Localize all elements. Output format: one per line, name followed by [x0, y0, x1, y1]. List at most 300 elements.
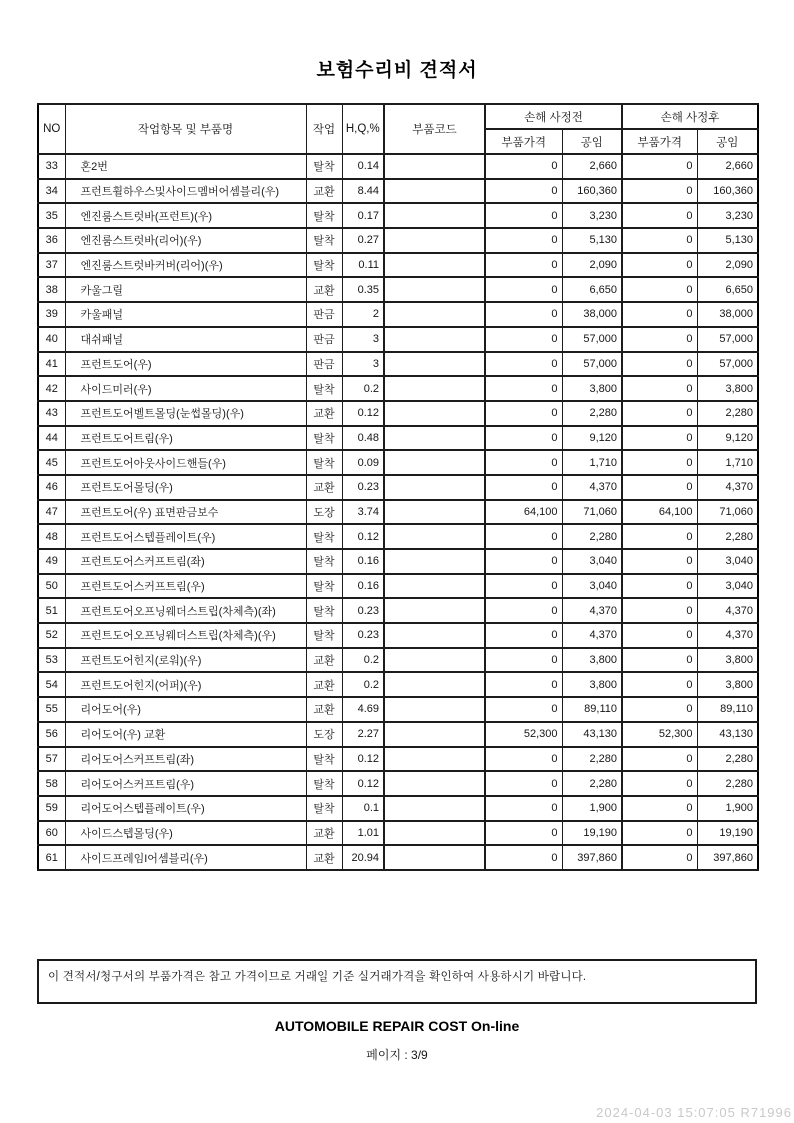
row-hq-cell: 0.16	[342, 574, 384, 599]
row-after-part-price-cell: 0	[622, 648, 697, 673]
row-after-part-price-cell: 0	[622, 253, 697, 278]
table-row	[38, 672, 758, 697]
table-row	[38, 228, 758, 253]
row-hq-cell: 0.09	[342, 450, 384, 475]
row-item-name-cell: 프런트도어힌지(어퍼)(우)	[65, 672, 306, 697]
table-header	[38, 104, 758, 154]
header-group-after-assessment: 손해 사정후	[622, 104, 758, 129]
header-before-part-price: 부품가격	[485, 129, 562, 154]
table-row	[38, 179, 758, 204]
row-after-part-price-cell: 0	[622, 203, 697, 228]
row-after-labor-cell: 3,800	[697, 672, 758, 697]
row-after-part-price-cell: 0	[622, 154, 697, 179]
row-part-code-cell	[384, 327, 485, 352]
row-after-labor-cell: 1,710	[697, 450, 758, 475]
row-before-part-price-cell: 0	[485, 302, 562, 327]
table-row	[38, 821, 758, 846]
row-before-part-price-cell: 0	[485, 771, 562, 796]
row-before-part-price-cell: 0	[485, 327, 562, 352]
row-work-type-cell: 교환	[306, 179, 342, 204]
row-before-part-price-cell: 0	[485, 821, 562, 846]
row-part-code-cell	[384, 277, 485, 302]
row-work-type-cell: 탈착	[306, 574, 342, 599]
row-after-labor-cell: 2,280	[697, 524, 758, 549]
row-before-labor-cell: 2,280	[562, 401, 622, 426]
row-hq-cell: 4.69	[342, 697, 384, 722]
row-work-type-cell: 교환	[306, 845, 342, 870]
header-after-labor: 공임	[697, 129, 758, 154]
estimate-table-body	[38, 154, 758, 870]
row-part-code-cell	[384, 524, 485, 549]
row-after-labor-cell: 2,280	[697, 401, 758, 426]
row-after-part-price-cell: 0	[622, 821, 697, 846]
row-item-name-cell: 리어도어(우) 교환	[65, 722, 306, 747]
row-no-cell: 46	[38, 475, 65, 500]
row-part-code-cell	[384, 154, 485, 179]
table-row	[38, 277, 758, 302]
row-part-code-cell	[384, 747, 485, 772]
row-hq-cell: 0.48	[342, 426, 384, 451]
row-work-type-cell: 교환	[306, 401, 342, 426]
estimate-table	[37, 103, 759, 871]
row-after-labor-cell: 3,040	[697, 549, 758, 574]
row-after-labor-cell: 160,360	[697, 179, 758, 204]
page-number: 페이지 : 3/9	[366, 1048, 428, 1062]
row-work-type-cell: 탈착	[306, 598, 342, 623]
row-before-labor-cell: 2,280	[562, 771, 622, 796]
header-before-labor: 공임	[562, 129, 622, 154]
row-no-cell: 55	[38, 697, 65, 722]
row-part-code-cell	[384, 450, 485, 475]
row-before-labor-cell: 4,370	[562, 475, 622, 500]
header-group-before-assessment: 손해 사정전	[485, 104, 622, 129]
row-after-labor-cell: 3,230	[697, 203, 758, 228]
row-work-type-cell: 탈착	[306, 623, 342, 648]
row-item-name-cell: 프런트휠하우스및사이드멤버어셈블리(우)	[65, 179, 306, 204]
estimate-table-container	[37, 103, 757, 871]
row-before-part-price-cell: 0	[485, 524, 562, 549]
row-no-cell: 40	[38, 327, 65, 352]
row-no-cell: 41	[38, 352, 65, 377]
row-before-labor-cell: 2,280	[562, 747, 622, 772]
row-item-name-cell: 리어도어스커프트림(좌)	[65, 747, 306, 772]
row-work-type-cell: 탈착	[306, 450, 342, 475]
row-part-code-cell	[384, 845, 485, 870]
row-before-part-price-cell: 0	[485, 203, 562, 228]
row-before-part-price-cell: 52,300	[485, 722, 562, 747]
row-part-code-cell	[384, 697, 485, 722]
row-before-part-price-cell: 0	[485, 475, 562, 500]
row-work-type-cell: 탈착	[306, 376, 342, 401]
row-after-part-price-cell: 0	[622, 228, 697, 253]
table-row	[38, 771, 758, 796]
row-after-part-price-cell: 0	[622, 796, 697, 821]
row-no-cell: 49	[38, 549, 65, 574]
row-after-part-price-cell: 0	[622, 672, 697, 697]
row-before-labor-cell: 43,130	[562, 722, 622, 747]
row-work-type-cell: 탈착	[306, 228, 342, 253]
row-no-cell: 57	[38, 747, 65, 772]
row-part-code-cell	[384, 821, 485, 846]
row-work-type-cell: 판금	[306, 352, 342, 377]
row-before-labor-cell: 71,060	[562, 500, 622, 525]
table-row	[38, 845, 758, 870]
row-item-name-cell: 프런트도어스커프트림(좌)	[65, 549, 306, 574]
row-after-part-price-cell: 52,300	[622, 722, 697, 747]
row-before-labor-cell: 4,370	[562, 623, 622, 648]
row-work-type-cell: 판금	[306, 302, 342, 327]
row-after-part-price-cell: 0	[622, 327, 697, 352]
row-hq-cell: 0.2	[342, 376, 384, 401]
row-before-labor-cell: 4,370	[562, 598, 622, 623]
row-part-code-cell	[384, 598, 485, 623]
row-item-name-cell: 프런트도어트림(우)	[65, 426, 306, 451]
table-row	[38, 648, 758, 673]
row-after-part-price-cell: 0	[622, 771, 697, 796]
row-hq-cell: 2.27	[342, 722, 384, 747]
row-before-part-price-cell: 0	[485, 376, 562, 401]
row-part-code-cell	[384, 179, 485, 204]
row-after-labor-cell: 71,060	[697, 500, 758, 525]
row-after-part-price-cell: 0	[622, 450, 697, 475]
table-row	[38, 524, 758, 549]
row-after-part-price-cell: 0	[622, 623, 697, 648]
table-row	[38, 796, 758, 821]
row-before-labor-cell: 3,230	[562, 203, 622, 228]
row-work-type-cell: 탈착	[306, 796, 342, 821]
row-item-name-cell: 엔진룸스트럿바(프런트)(우)	[65, 203, 306, 228]
row-item-name-cell: 프런트도어스텝플레이트(우)	[65, 524, 306, 549]
row-before-part-price-cell: 0	[485, 450, 562, 475]
row-before-part-price-cell: 0	[485, 623, 562, 648]
row-hq-cell: 0.2	[342, 672, 384, 697]
row-after-labor-cell: 2,280	[697, 747, 758, 772]
row-after-labor-cell: 2,660	[697, 154, 758, 179]
row-before-labor-cell: 6,650	[562, 277, 622, 302]
row-after-part-price-cell: 0	[622, 352, 697, 377]
row-before-part-price-cell: 0	[485, 672, 562, 697]
row-before-part-price-cell: 64,100	[485, 500, 562, 525]
row-before-labor-cell: 1,710	[562, 450, 622, 475]
row-part-code-cell	[384, 228, 485, 253]
row-after-labor-cell: 4,370	[697, 623, 758, 648]
row-no-cell: 33	[38, 154, 65, 179]
row-hq-cell: 0.1	[342, 796, 384, 821]
row-item-name-cell: 프런트도어(우) 표면판금보수	[65, 500, 306, 525]
brand-line: AUTOMOBILE REPAIR COST On-line	[274, 1018, 520, 1034]
row-before-part-price-cell: 0	[485, 845, 562, 870]
row-no-cell: 37	[38, 253, 65, 278]
row-no-cell: 42	[38, 376, 65, 401]
row-part-code-cell	[384, 352, 485, 377]
row-after-labor-cell: 38,000	[697, 302, 758, 327]
row-before-part-price-cell: 0	[485, 253, 562, 278]
row-after-labor-cell: 4,370	[697, 598, 758, 623]
row-hq-cell: 0.14	[342, 154, 384, 179]
row-item-name-cell: 카울그릴	[65, 277, 306, 302]
row-item-name-cell: 사이드스텝몰딩(우)	[65, 821, 306, 846]
row-after-part-price-cell: 0	[622, 549, 697, 574]
row-work-type-cell: 탈착	[306, 747, 342, 772]
row-before-part-price-cell: 0	[485, 277, 562, 302]
row-after-part-price-cell: 0	[622, 697, 697, 722]
row-after-part-price-cell: 0	[622, 302, 697, 327]
row-work-type-cell: 교환	[306, 697, 342, 722]
table-row	[38, 352, 758, 377]
table-row	[38, 450, 758, 475]
row-item-name-cell: 프런트도어힌지(로워)(우)	[65, 648, 306, 673]
row-before-labor-cell: 57,000	[562, 352, 622, 377]
row-no-cell: 60	[38, 821, 65, 846]
row-work-type-cell: 교환	[306, 821, 342, 846]
row-item-name-cell: 엔진룸스트럿바(리어)(우)	[65, 228, 306, 253]
row-hq-cell: 0.27	[342, 228, 384, 253]
row-after-labor-cell: 57,000	[697, 327, 758, 352]
row-no-cell: 43	[38, 401, 65, 426]
row-no-cell: 36	[38, 228, 65, 253]
row-before-part-price-cell: 0	[485, 426, 562, 451]
row-before-part-price-cell: 0	[485, 401, 562, 426]
row-before-labor-cell: 9,120	[562, 426, 622, 451]
row-after-part-price-cell: 64,100	[622, 500, 697, 525]
row-work-type-cell: 도장	[306, 500, 342, 525]
row-before-labor-cell: 89,110	[562, 697, 622, 722]
row-hq-cell: 0.23	[342, 623, 384, 648]
row-part-code-cell	[384, 302, 485, 327]
row-part-code-cell	[384, 203, 485, 228]
row-no-cell: 45	[38, 450, 65, 475]
row-before-part-price-cell: 0	[485, 549, 562, 574]
row-before-labor-cell: 38,000	[562, 302, 622, 327]
row-hq-cell: 8.44	[342, 179, 384, 204]
header-after-part-price: 부품가격	[622, 129, 697, 154]
table-row	[38, 154, 758, 179]
row-after-part-price-cell: 0	[622, 401, 697, 426]
row-part-code-cell	[384, 796, 485, 821]
row-item-name-cell: 엔진룸스트럿바커버(리어)(우)	[65, 253, 306, 278]
row-no-cell: 61	[38, 845, 65, 870]
row-after-labor-cell: 2,090	[697, 253, 758, 278]
row-after-labor-cell: 2,280	[697, 771, 758, 796]
row-before-part-price-cell: 0	[485, 352, 562, 377]
row-item-name-cell: 리어도어스커프트림(우)	[65, 771, 306, 796]
row-hq-cell: 0.16	[342, 549, 384, 574]
row-before-part-price-cell: 0	[485, 747, 562, 772]
row-no-cell: 59	[38, 796, 65, 821]
row-work-type-cell: 탈착	[306, 524, 342, 549]
row-after-part-price-cell: 0	[622, 524, 697, 549]
row-before-labor-cell: 397,860	[562, 845, 622, 870]
header-item-name: 작업항목 및 부품명	[65, 104, 306, 154]
row-work-type-cell: 교환	[306, 475, 342, 500]
row-work-type-cell: 탈착	[306, 771, 342, 796]
row-hq-cell: 0.2	[342, 648, 384, 673]
row-no-cell: 51	[38, 598, 65, 623]
row-item-name-cell: 프런트도어스커프트림(우)	[65, 574, 306, 599]
table-row	[38, 426, 758, 451]
row-part-code-cell	[384, 426, 485, 451]
timestamp-watermark: 2024-04-03 15:07:05 R71996	[596, 1105, 792, 1120]
row-item-name-cell: 프런트도어벨트몰딩(눈썹몰딩)(우)	[65, 401, 306, 426]
table-row	[38, 327, 758, 352]
row-before-labor-cell: 1,900	[562, 796, 622, 821]
row-before-labor-cell: 3,800	[562, 672, 622, 697]
row-after-labor-cell: 3,040	[697, 574, 758, 599]
row-after-part-price-cell: 0	[622, 426, 697, 451]
row-hq-cell: 0.23	[342, 475, 384, 500]
row-part-code-cell	[384, 549, 485, 574]
row-before-labor-cell: 160,360	[562, 179, 622, 204]
row-hq-cell: 2	[342, 302, 384, 327]
row-before-labor-cell: 5,130	[562, 228, 622, 253]
table-row	[38, 203, 758, 228]
row-no-cell: 34	[38, 179, 65, 204]
row-before-labor-cell: 3,040	[562, 574, 622, 599]
row-after-part-price-cell: 0	[622, 376, 697, 401]
header-work-type: 작업	[306, 104, 342, 154]
row-before-labor-cell: 2,660	[562, 154, 622, 179]
row-after-labor-cell: 5,130	[697, 228, 758, 253]
row-hq-cell: 0.12	[342, 771, 384, 796]
row-part-code-cell	[384, 722, 485, 747]
row-after-part-price-cell: 0	[622, 475, 697, 500]
row-before-part-price-cell: 0	[485, 648, 562, 673]
notice-text: 이 견적서/청구서의 부품가격은 참고 가격이므로 거래일 기준 실거래가격을 확인하여 사용하시기 바랍니다.	[48, 971, 587, 983]
row-hq-cell: 3	[342, 327, 384, 352]
row-part-code-cell	[384, 672, 485, 697]
row-hq-cell: 3.74	[342, 500, 384, 525]
row-before-part-price-cell: 0	[485, 796, 562, 821]
row-after-labor-cell: 57,000	[697, 352, 758, 377]
table-row	[38, 598, 758, 623]
row-item-name-cell: 프런트도어(우)	[65, 352, 306, 377]
row-after-part-price-cell: 0	[622, 598, 697, 623]
row-hq-cell: 0.35	[342, 277, 384, 302]
row-before-part-price-cell: 0	[485, 574, 562, 599]
row-before-labor-cell: 57,000	[562, 327, 622, 352]
row-part-code-cell	[384, 500, 485, 525]
header-hq-percent: H,Q,%	[342, 104, 384, 154]
row-before-labor-cell: 19,190	[562, 821, 622, 846]
row-after-labor-cell: 19,190	[697, 821, 758, 846]
row-before-part-price-cell: 0	[485, 179, 562, 204]
row-after-part-price-cell: 0	[622, 574, 697, 599]
table-row	[38, 722, 758, 747]
table-row	[38, 302, 758, 327]
row-part-code-cell	[384, 475, 485, 500]
row-no-cell: 52	[38, 623, 65, 648]
row-hq-cell: 0.12	[342, 524, 384, 549]
row-no-cell: 39	[38, 302, 65, 327]
header-part-code: 부품코드	[384, 104, 485, 154]
notice-box	[37, 959, 757, 1004]
row-hq-cell: 0.23	[342, 598, 384, 623]
row-after-part-price-cell: 0	[622, 845, 697, 870]
table-row	[38, 253, 758, 278]
row-part-code-cell	[384, 253, 485, 278]
row-part-code-cell	[384, 771, 485, 796]
row-no-cell: 48	[38, 524, 65, 549]
row-before-part-price-cell: 0	[485, 154, 562, 179]
row-item-name-cell: 사이드프레임I어셈블리(우)	[65, 845, 306, 870]
row-before-labor-cell: 3,040	[562, 549, 622, 574]
table-row	[38, 623, 758, 648]
row-no-cell: 35	[38, 203, 65, 228]
row-item-name-cell: 프런트도어아웃사이드핸들(우)	[65, 450, 306, 475]
row-after-labor-cell: 1,900	[697, 796, 758, 821]
row-work-type-cell: 탈착	[306, 549, 342, 574]
row-after-labor-cell: 4,370	[697, 475, 758, 500]
row-after-labor-cell: 9,120	[697, 426, 758, 451]
row-part-code-cell	[384, 648, 485, 673]
row-no-cell: 54	[38, 672, 65, 697]
row-work-type-cell: 탈착	[306, 203, 342, 228]
row-before-part-price-cell: 0	[485, 598, 562, 623]
row-after-labor-cell: 3,800	[697, 648, 758, 673]
page-title: 보험수리비 견적서	[316, 60, 478, 81]
row-after-part-price-cell: 0	[622, 179, 697, 204]
header-no: NO	[38, 104, 65, 154]
row-item-name-cell: 리어도어스텝플레이트(우)	[65, 796, 306, 821]
table-row	[38, 376, 758, 401]
table-row	[38, 549, 758, 574]
row-work-type-cell: 도장	[306, 722, 342, 747]
row-part-code-cell	[384, 623, 485, 648]
row-after-labor-cell: 3,800	[697, 376, 758, 401]
row-hq-cell: 0.12	[342, 401, 384, 426]
row-no-cell: 53	[38, 648, 65, 673]
row-item-name-cell: 카울패널	[65, 302, 306, 327]
row-part-code-cell	[384, 376, 485, 401]
row-before-labor-cell: 2,280	[562, 524, 622, 549]
row-after-part-price-cell: 0	[622, 747, 697, 772]
row-hq-cell: 20.94	[342, 845, 384, 870]
table-row	[38, 500, 758, 525]
row-item-name-cell: 사이드미러(우)	[65, 376, 306, 401]
row-part-code-cell	[384, 401, 485, 426]
row-before-labor-cell: 3,800	[562, 376, 622, 401]
table-row	[38, 401, 758, 426]
row-after-part-price-cell: 0	[622, 277, 697, 302]
row-work-type-cell: 탈착	[306, 426, 342, 451]
row-before-part-price-cell: 0	[485, 228, 562, 253]
row-no-cell: 44	[38, 426, 65, 451]
row-no-cell: 50	[38, 574, 65, 599]
row-after-labor-cell: 397,860	[697, 845, 758, 870]
row-hq-cell: 0.11	[342, 253, 384, 278]
row-item-name-cell: 프런트도어오프닝웨더스트립(차체측)(좌)	[65, 598, 306, 623]
row-hq-cell: 3	[342, 352, 384, 377]
row-no-cell: 58	[38, 771, 65, 796]
row-work-type-cell: 교환	[306, 277, 342, 302]
row-work-type-cell: 판금	[306, 327, 342, 352]
row-hq-cell: 0.12	[342, 747, 384, 772]
row-no-cell: 38	[38, 277, 65, 302]
row-before-part-price-cell: 0	[485, 697, 562, 722]
row-item-name-cell: 대쉬패널	[65, 327, 306, 352]
table-row	[38, 475, 758, 500]
row-hq-cell: 0.17	[342, 203, 384, 228]
row-item-name-cell: 혼2번	[65, 154, 306, 179]
table-row	[38, 574, 758, 599]
row-part-code-cell	[384, 574, 485, 599]
row-before-labor-cell: 3,800	[562, 648, 622, 673]
row-work-type-cell: 교환	[306, 648, 342, 673]
row-hq-cell: 1.01	[342, 821, 384, 846]
row-item-name-cell: 리어도어(우)	[65, 697, 306, 722]
row-work-type-cell: 탈착	[306, 253, 342, 278]
row-item-name-cell: 프런트도어몰딩(우)	[65, 475, 306, 500]
